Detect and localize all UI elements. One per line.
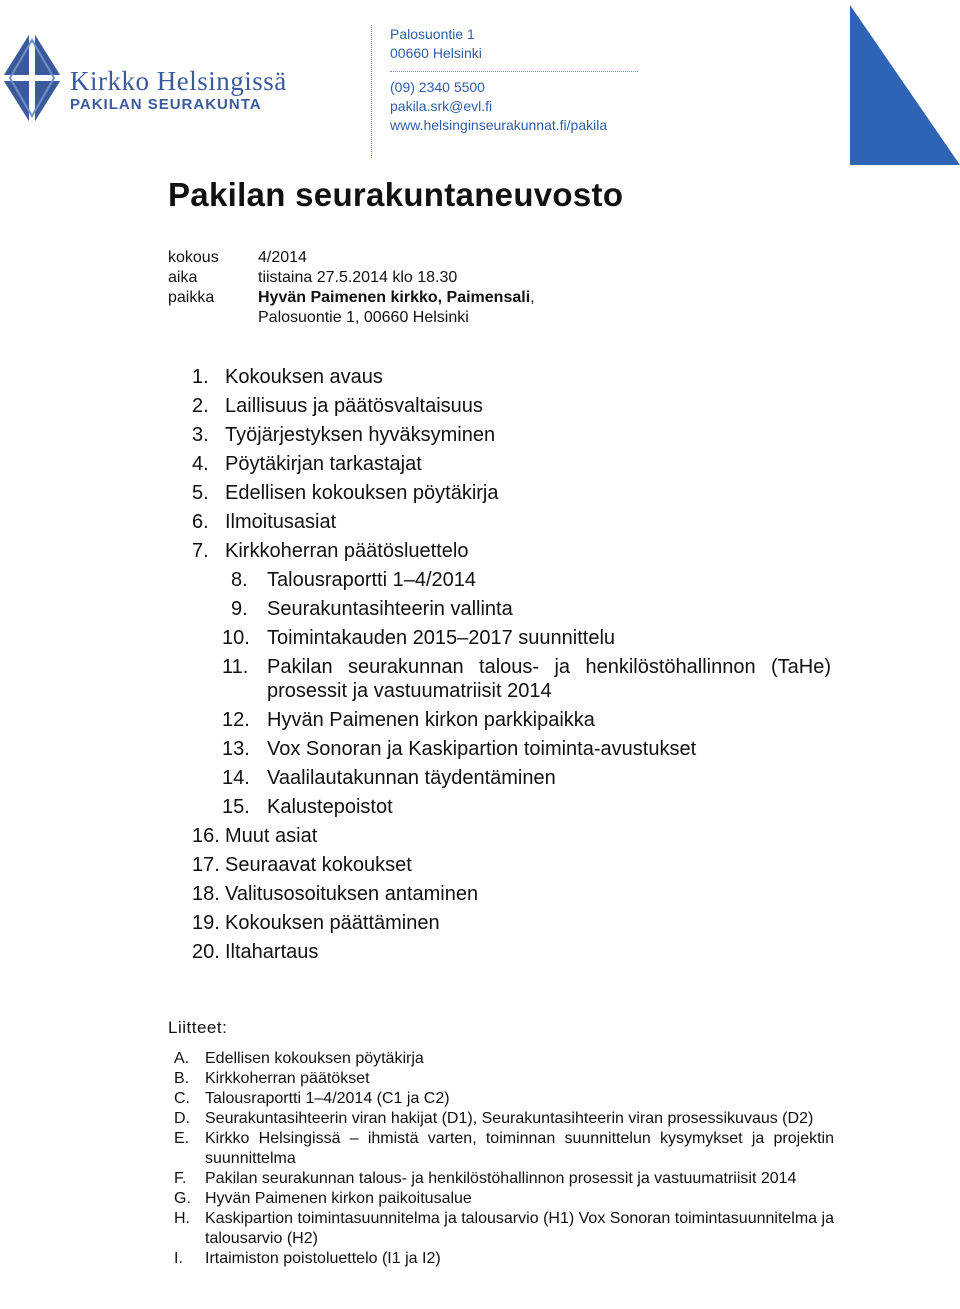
attachment-item [174, 1129, 834, 1169]
attachment-text: Pakilan seurakunnan talous- ja henkilöstöhallinnon prosessit ja vastuumatriisit 2014 [205, 1170, 797, 1187]
agenda-item-number: 8. [231, 569, 248, 591]
attachment-item [174, 1209, 834, 1249]
attachment-text: Irtaimiston poistoluettelo (I1 ja I2) [205, 1250, 441, 1267]
agenda-item-number: 12. [222, 709, 250, 731]
agenda-item-text: Laillisuus ja päätösvaltaisuus [225, 395, 483, 417]
meta-key [168, 308, 258, 328]
agenda-item-number: 6. [192, 511, 209, 533]
attachment-letter: F. [174, 1170, 187, 1187]
attachment-letter: G. [174, 1190, 191, 1207]
meta-value-suffix: , [530, 289, 535, 306]
agenda-item-number: 10. [222, 627, 250, 649]
attachment-text: Kaskipartion toimintasuunnitelma ja talousarvio (H1) Vox Sonoran toimintasuunnitelma ja talousarvio (H2) [205, 1210, 834, 1247]
page-title: Pakilan seurakuntaneuvosto [168, 176, 624, 213]
agenda-item-number: 20. [192, 941, 220, 963]
attachment-letter: D. [174, 1110, 190, 1127]
meeting-info [168, 248, 535, 328]
attachment-letter: H. [174, 1210, 190, 1227]
attachment-item [174, 1189, 834, 1209]
meta-row-kokous [168, 248, 535, 268]
attachment-text: Kirkkoherran päätökset [205, 1070, 370, 1087]
agenda-item-number: 7. [192, 540, 209, 562]
attachment-letter: C. [174, 1090, 190, 1107]
agenda-item-text: Pöytäkirjan tarkastajat [225, 453, 422, 475]
agenda-item-number: 15. [222, 796, 250, 818]
contact-block [390, 25, 638, 135]
agenda-item-number: 13. [222, 738, 250, 760]
church-logo [0, 28, 300, 138]
attachment-letter: B. [174, 1070, 190, 1087]
meta-key: paikka [168, 289, 215, 306]
attachments-heading: Liitteet: [168, 1018, 228, 1037]
agenda-item-text: Vaalilautakunnan täydentäminen [267, 767, 556, 789]
agenda-item-text: Kokouksen avaus [225, 366, 383, 388]
attachment-item [174, 1069, 834, 1089]
agenda-item-text: Talousraportti 1–4/2014 [267, 569, 477, 591]
agenda-item-text: Toimintakauden 2015–2017 suunnittelu [267, 627, 616, 649]
agenda-item-text: Seuraavat kokoukset [225, 854, 412, 876]
agenda-item-text: Iltahartaus [225, 941, 319, 963]
logo-text-sub: PAKILAN SEURAKUNTA [70, 96, 262, 113]
attachment-item [174, 1109, 834, 1129]
agenda-item-number: 11. [222, 656, 249, 678]
agenda-item-number: 19. [192, 912, 220, 934]
meta-value: Palosuontie 1, 00660 Helsinki [258, 309, 469, 326]
meta-row-aika [168, 268, 535, 288]
contact-postal: 00660 Helsinki [390, 45, 482, 61]
attachment-text: Edellisen kokouksen pöytäkirja [205, 1050, 424, 1067]
contact-web[interactable]: www.helsinginseurakunnat.fi/pakila [390, 117, 608, 133]
agenda-item-number: 5. [192, 482, 209, 504]
meta-row-address [168, 308, 535, 328]
agenda-item-text: Pakilan seurakunnan talous- ja henkilöstöhallinnon (TaHe) [267, 656, 831, 678]
agenda-item-number: 14. [222, 767, 250, 789]
attachment-text: Kirkko Helsingissä – ihmistä varten, toiminnan suunnittelun kysymykset ja projektin suunnittelma [205, 1130, 834, 1167]
attachment-item [174, 1049, 834, 1069]
agenda-item-text-continued: prosessit ja vastuumatriisit 2014 [267, 680, 552, 702]
attachment-item [174, 1169, 834, 1189]
logo-text-main: Kirkko Helsingissä [70, 66, 287, 96]
attachment-text: Talousraportti 1–4/2014 (C1 ja C2) [205, 1090, 450, 1107]
agenda-item-number: 16. [192, 825, 220, 847]
attachment-item [174, 1089, 834, 1109]
agenda-item-number: 2. [192, 395, 209, 417]
agenda-item-text: Kokouksen päättäminen [225, 912, 440, 934]
agenda-item-text: Muut asiat [225, 825, 318, 847]
agenda-item-text: Ilmoitusasiat [225, 511, 337, 533]
attachments-list [174, 1049, 834, 1269]
agenda-item-text: Työjärjestyksen hyväksyminen [225, 424, 496, 446]
attachment-text: Seurakuntasihteerin viran hakijat (D1), Seurakuntasihteerin viran prosessikuvaus (D2) [205, 1110, 814, 1127]
attachment-letter: A. [174, 1050, 190, 1067]
meta-value: 4/2014 [258, 249, 307, 266]
contact-email[interactable]: pakila.srk@evl.fi [390, 98, 493, 114]
contact-phone: (09) 2340 5500 [390, 79, 485, 95]
agenda-item-text: Edellisen kokouksen pöytäkirja [225, 482, 499, 504]
agenda-item-number: 9. [231, 598, 248, 620]
agenda-item-number: 4. [192, 453, 209, 475]
agenda-item-text: Seurakuntasihteerin vallinta [267, 598, 513, 620]
contact-separator [390, 71, 638, 72]
meta-row-paikka [168, 288, 535, 308]
contact-street: Palosuontie 1 [390, 26, 475, 42]
meta-key: aika [168, 269, 198, 286]
agenda-item-text: Hyvän Paimenen kirkon parkkipaikka [267, 709, 595, 731]
agenda-item-number: 18. [192, 883, 220, 905]
agenda-item-number: 1. [192, 366, 209, 388]
attachment-text: Hyvän Paimenen kirkon paikoitusalue [205, 1190, 472, 1207]
attachment-item [174, 1249, 834, 1269]
attachment-letter: E. [174, 1130, 190, 1147]
meta-value: tiistaina 27.5.2014 klo 18.30 [258, 269, 458, 286]
agenda-item-number: 3. [192, 424, 209, 446]
meta-value-text: Hyvän Paimenen kirkko, Paimensali [258, 289, 531, 306]
corner-triangle-icon [850, 0, 960, 165]
agenda-item-text: Kirkkoherran päätösluettelo [225, 540, 469, 562]
agenda-item-text: Kalustepoistot [267, 796, 393, 818]
agenda-item-number: 17. [192, 854, 220, 876]
agenda-item-text: Valitusosoituksen antaminen [225, 883, 479, 905]
attachment-letter: I. [174, 1250, 183, 1267]
agenda-item-text: Vox Sonoran ja Kaskipartion toiminta-avustukset [267, 738, 697, 760]
header-divider [371, 25, 372, 158]
meta-key: kokous [168, 249, 219, 266]
meta-value [258, 288, 535, 308]
cross-logo-icon [0, 28, 64, 136]
